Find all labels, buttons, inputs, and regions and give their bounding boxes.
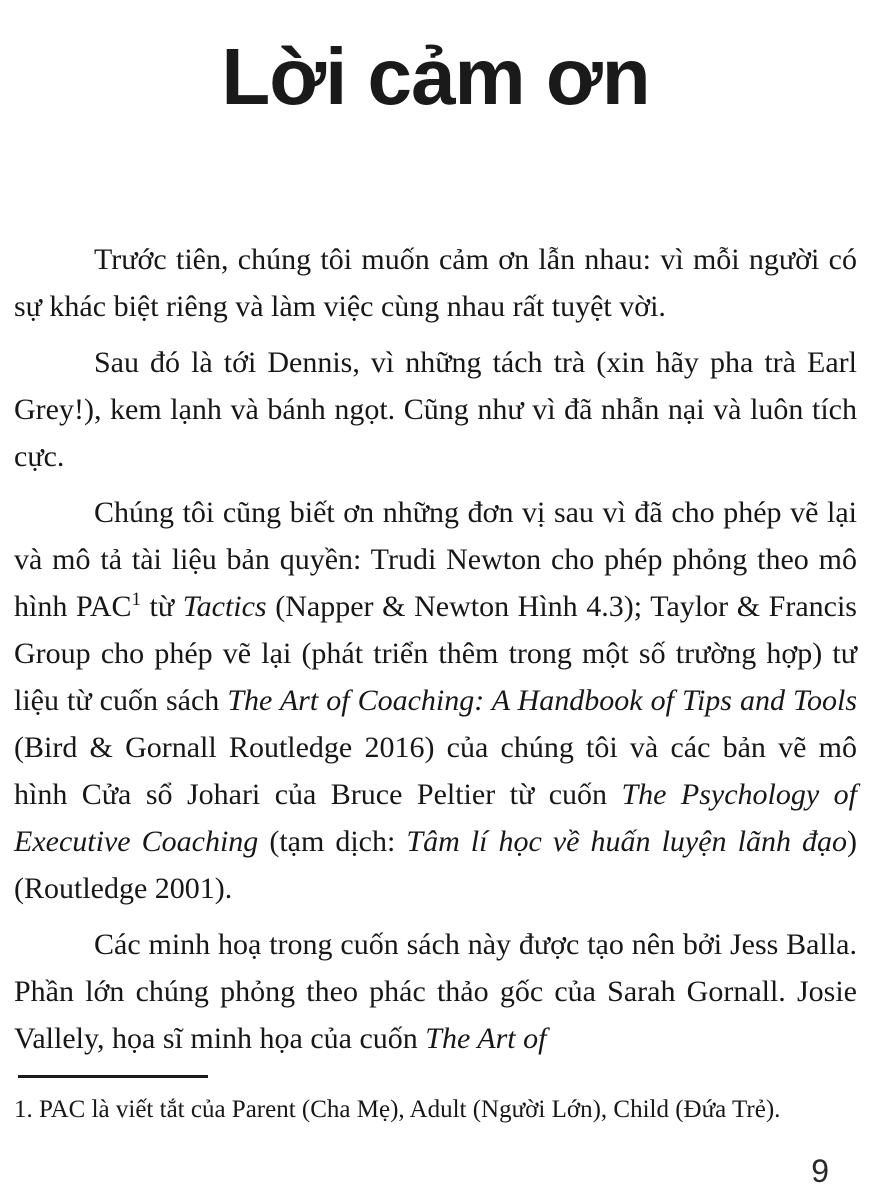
paragraph-copyright-permissions: Chúng tôi cũng biết ơn những đơn vị sau vì đã cho phép vẽ lại và mô tả tài liệu bản quyền: Trudi Newton cho phép phỏng theo mô hình PAC$^1$ từ Tactics (Napper & Newton Hình 4.3); Taylor & Francis Group cho phép vẽ lại (phát triển thêm trong một số trường hợp) tư liệu từ cuốn sách The Art of Coaching: A Handbook of Tips and Tools (Bird & Gornall Routledge 2016) của chúng tôi và các bản vẽ mô hình Cửa sổ Johari của Bruce Peltier từ cuốn The Psychology of Executive Coaching (tạm dịch: Tâm lí học về huấn luyện lãnh đạo) (Routledge 2001). <box>14 496 857 906</box>
body-text <box>14 236 857 1062</box>
paragraph-acknowledge-each-other: Trước tiên, chúng tôi muốn cảm ơn lẫn nhau: vì mỗi người có sự khác biệt riêng và làm việc cùng nhau rất tuyệt vời. <box>14 243 857 324</box>
page-number: 9 <box>811 1153 829 1189</box>
footnote-divider <box>18 1075 208 1078</box>
paragraph-illustrations-credit: Các minh hoạ trong cuốn sách này được tạo nên bởi Jess Balla. Phần lớn chúng phỏng theo phác thảo gốc của Sarah Gornall. Josie Vallely, họa sĩ minh họa của cuốn The Art of <box>14 928 857 1056</box>
paragraph-dennis-thanks: Sau đó là tới Dennis, vì những tách trà (xin hãy pha trà Earl Grey!), kem lạnh và bánh ngọt. Cũng như vì đã nhẫn nại và luôn tích cực. <box>14 346 857 474</box>
footnote-pac-definition: 1. PAC là viết tắt của Parent (Cha Mẹ), Adult (Người Lớn), Child (Đứa Trẻ). <box>14 1096 781 1124</box>
page-title: Lời cảm ơn <box>221 32 650 121</box>
